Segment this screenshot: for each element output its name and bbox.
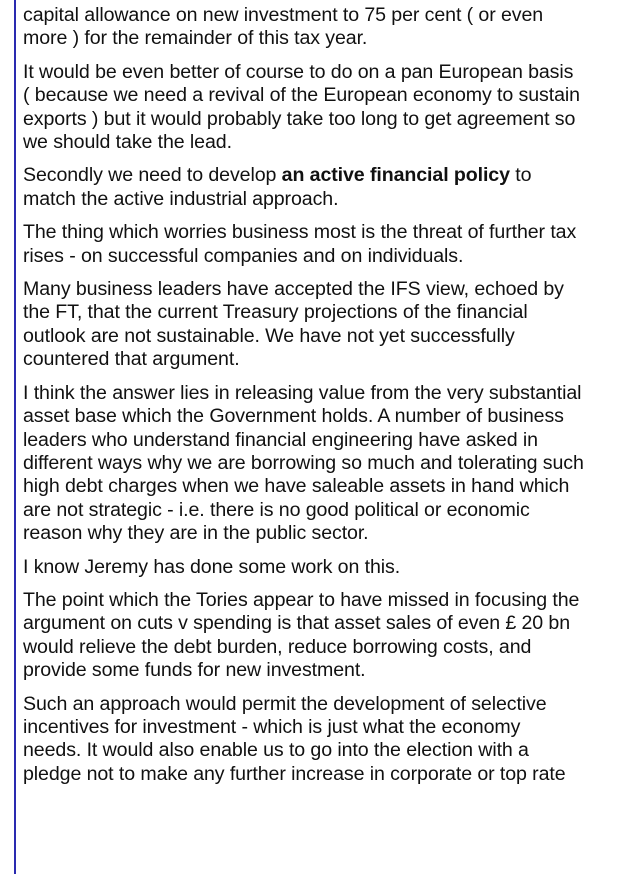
document-body <box>23 4 634 796</box>
paragraph-3-tail: to match the active industrial approach. <box>23 164 532 210</box>
paragraph-9: Such an approach would permit the development of selective incentives for investment - which is just what the economy needs. It would also enable us to go into the election with a pledge not to make any further increase in corporate or top rate <box>23 692 566 785</box>
paragraph-2: It would be even better of course to do on a pan European basis ( because we need a revival of the European economy to sustain exports ) but it would probably take too long to get agreement so we should take the lead. <box>23 60 580 154</box>
paragraph-7: I know Jeremy has done some work on this. <box>23 555 401 578</box>
paragraph-3-emphasis: an active financial policy <box>281 164 510 187</box>
paragraph-6: I think the answer lies in releasing value from the very substantial asset base which the Government holds. A number of business leaders who understand financial engineering have asked in different ways why we are borrowing so much and tolerating such high debt charges when we have saleable assets in hand which are not strategic - i.e. there is no good political or economic reason why they are in the public sector. <box>23 381 584 545</box>
paragraph-4: The thing which worries business most is the threat of further tax rises - on successful companies and on individuals. <box>23 221 577 267</box>
paragraph-3-lead: Secondly we need to develop <box>23 164 282 187</box>
paragraph-8: The point which the Tories appear to have missed in focusing the argument on cuts v spending is that asset sales of even £ 20 bn would relieve the debt burden, reduce borrowing costs, and provide some funds for new investment. <box>23 588 580 682</box>
margin-rule <box>14 0 16 874</box>
paragraph-1: capital allowance on new investment to 75 per cent ( or even more ) for the remainder of this tax year. <box>23 4 544 50</box>
paragraph-5: Many business leaders have accepted the IFS view, echoed by the FT, that the current Treasury projections of the financial outlook are not sustainable. We have not yet successfully countered that argument. <box>23 278 564 371</box>
paragraph-3 <box>23 164 634 211</box>
